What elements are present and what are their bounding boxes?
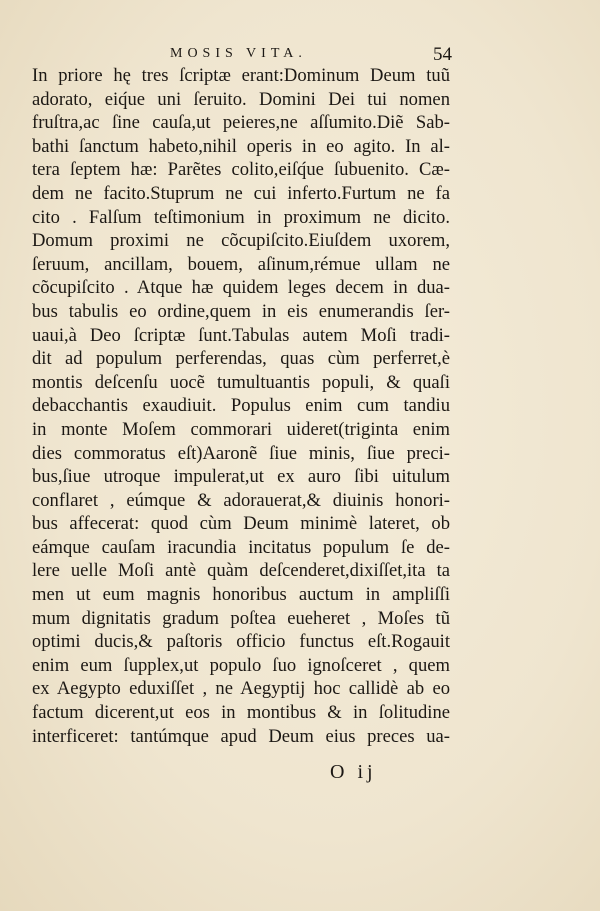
text-line: debacchantis exaudiuit. Populus enim cum tandiu [32, 395, 450, 417]
text-line: men ut eum magnis honoribus auctum in ampliſſi [32, 584, 450, 606]
text-line: In priore hę tres ſcriptæ erant:Dominum Deum tuũ [32, 65, 450, 86]
text-line: ex Aegypto eduxiſſet , ne Aegyptij hoc callidè ab eo [32, 678, 450, 700]
text-line: factum dicerent,ut eos in montibus & in ſolitudine [32, 702, 450, 724]
text-line: interficeret: tantúmque apud Deum eius preces ua- [32, 725, 450, 747]
text-line: enim eum ſupplex,ut populo ſuo ignoſceret , quem [32, 654, 450, 676]
folio-number: 54 [433, 44, 452, 65]
body-text [32, 64, 450, 748]
text-line: eámque cauſam iracundia incitatus populum ſe de- [32, 536, 450, 558]
text-line: Domum proximi ne cõcupiſcito.Eiuſdem uxorem, [32, 230, 450, 252]
text-line: dies commoratus eſt)Aaronẽ ſiue minis, ſiue preci- [32, 442, 450, 464]
text-line: dem ne facito.Stuprum ne cui inferto.Furtum ne fa [32, 182, 450, 204]
text-line: bus affecerat: quod cùm Deum minimè lateret, ob [32, 513, 450, 535]
text-line: bus,ſiue utroque impulerat,ut ex auro ſibi uitulum [32, 466, 450, 488]
text-line: cõcupiſcito . Atque hæ quidem leges decem in dua- [32, 277, 450, 299]
text-line: conflaret , eúmque & adorauerat,& diuinis honori- [32, 489, 450, 511]
text-line: cito . Falſum teſtimonium in proximum ne dicito. [32, 206, 450, 228]
text-line: bus tabulis eo ordine,quem in eis enumerandis ſer- [32, 300, 450, 322]
text-line: bathi ſanctum habeto,nihil operis in eo agito. In al- [32, 135, 450, 157]
text-line: montis deſcenſu uocẽ tumultuantis populi, & quaſi [32, 371, 450, 393]
text-line: lere uelle Moſi antè quàm deſcenderet,dixiſſet,ita ta [32, 560, 450, 582]
running-head: MOSIS VITA. [170, 46, 307, 61]
text-line: dit ad populum perferendas, quas cùm perferret,è [32, 348, 450, 370]
text-line: fruſtra,ac ſine cauſa,ut peieres,ne aſſumito.Diẽ Sab- [32, 112, 450, 134]
text-line: optimi ducis,& paſtoris officio functus eſt.Rogauit [32, 631, 450, 653]
text-line: mum dignitatis gradum poſtea eueheret , Moſes tũ [32, 607, 450, 629]
text-line: adorato, eiq́ue uni ſeruito. Domini Dei tui nomen [32, 88, 450, 110]
text-line: in monte Moſem commorari uideret(triginta enim [32, 418, 450, 440]
text-line: ſeruum, ancillam, bouem, aſinum,rémue ullam ne [32, 253, 450, 275]
signature-mark: O ij [330, 761, 377, 783]
text-line: uaui,à Deo ſcriptæ ſunt.Tabulas autem Moſi tradi- [32, 324, 450, 346]
text-line: tera ſeptem hæ: Parẽtes colito,eiſq́ue ſubuenito. Cæ- [32, 159, 450, 181]
